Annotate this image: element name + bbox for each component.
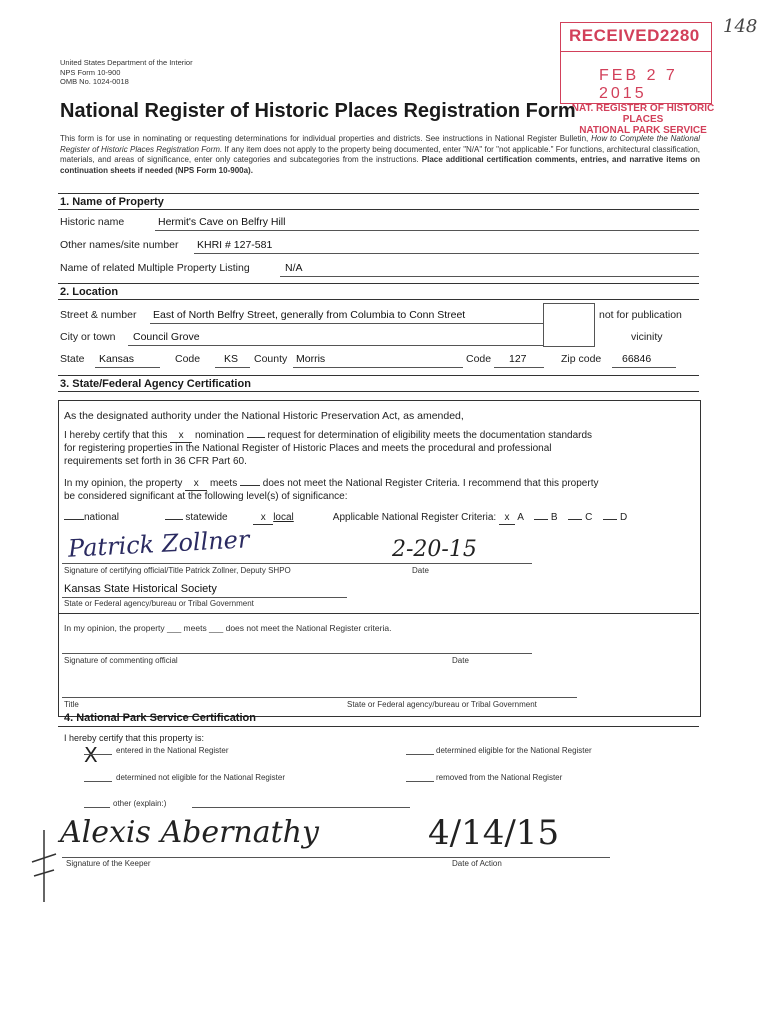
entered-label: entered in the National Register <box>116 746 229 755</box>
received-stamp-text: RECEIVED2280 <box>569 26 700 45</box>
removed-label: removed from the National Register <box>436 773 563 782</box>
certify-text-3: request for determination of eligibility meets the documentation standards <box>267 430 593 441</box>
not-eligible-label: determined not eligible for the National Register <box>116 773 285 782</box>
register-stamp-line-1: NAT. REGISTER OF HISTORIC PLACES <box>571 103 715 125</box>
section-3-top-rule <box>58 375 699 376</box>
nomination-mark[interactable]: x <box>170 430 192 443</box>
section-2-top-rule <box>58 283 699 284</box>
mpl-label: Name of related Multiple Property Listing <box>60 262 250 274</box>
opinion-text-2: meets <box>209 478 238 489</box>
meets-mark[interactable]: x <box>185 478 207 491</box>
section-3-heading: 3. State/Federal Agency Certification <box>60 378 251 390</box>
other-explain-line[interactable] <box>192 807 410 808</box>
other-names-label: Other names/site number <box>60 239 179 251</box>
opinion-line-2: be considered significant at the following level(s) of significance: <box>64 491 348 502</box>
city-line <box>128 345 543 346</box>
certify-text-2: nomination <box>194 430 244 441</box>
keeper-signature: Alexis Abernathy <box>60 815 319 850</box>
county-code-label: Code <box>466 353 492 365</box>
title-line <box>62 697 577 698</box>
handwritten-page-number: 148 <box>723 16 758 37</box>
state-line <box>95 367 160 368</box>
eligible-label: determined eligible for the National Register <box>436 746 592 755</box>
certifying-sig-caption: Signature of certifying official/Title Patrick Zollner, Deputy SHPO <box>64 566 291 575</box>
removed-blank[interactable] <box>406 781 434 782</box>
criteria-d-label: D <box>619 512 628 523</box>
criteria-label: Applicable National Register Criteria: <box>332 512 497 523</box>
street-value[interactable]: East of North Belfry Street, generally from Columbia to Conn Street <box>153 309 466 321</box>
received-stamp <box>560 22 712 104</box>
entered-mark[interactable]: X <box>84 743 98 767</box>
section-4-heading: 4. National Park Service Certification <box>64 712 256 724</box>
section-1-bottom-rule <box>58 209 699 210</box>
opinion-text-1: In my opinion, the property <box>64 478 183 489</box>
state-code-label: Code <box>175 353 201 365</box>
section-3-bottom-rule <box>58 391 699 392</box>
certify-line-1 <box>64 430 592 443</box>
certifying-sig-date: 2-20-15 <box>392 537 477 562</box>
criteria-b-mark[interactable] <box>534 519 548 520</box>
request-mark[interactable] <box>247 437 265 438</box>
state-label: State <box>60 353 85 365</box>
section-2-bottom-rule <box>58 299 699 300</box>
certifying-sig-line <box>62 563 532 564</box>
criteria-a-label: A <box>517 512 524 523</box>
criteria-d-mark[interactable] <box>603 519 617 520</box>
intro-paragraph <box>60 134 700 176</box>
street-line <box>150 323 543 324</box>
national-label: national <box>84 512 120 523</box>
mpl-line <box>280 276 699 277</box>
intro-text-bold: Place additional certification comments, entries, and narrative items on continuation sheets if needed (NPS Form 10-900a). <box>60 155 700 175</box>
authority-statement: As the designated authority under the National Historic Preservation Act, as amended, <box>64 410 464 422</box>
title-agency-caption: State or Federal agency/bureau or Tribal Government <box>347 700 537 709</box>
comment-date-caption: Date <box>452 656 469 665</box>
keeper-sig-line <box>62 857 610 858</box>
certifying-date-caption: Date <box>412 566 429 575</box>
state-code-value[interactable]: KS <box>224 353 239 365</box>
local-label: local <box>273 512 294 523</box>
national-mark[interactable] <box>64 519 84 520</box>
margin-pen-mark <box>28 826 60 906</box>
street-label: Street & number <box>60 309 137 321</box>
criteria-c-label: C <box>585 512 593 523</box>
date-of-action-caption: Date of Action <box>452 859 502 868</box>
criteria-a-mark[interactable]: x <box>499 512 515 525</box>
state-value[interactable]: Kansas <box>99 353 135 365</box>
stamp-divider <box>561 51 711 52</box>
section-4-rule <box>58 726 699 727</box>
nps-intro: I hereby certify that this property is: <box>64 733 205 743</box>
section-2-heading: 2. Location <box>60 286 119 298</box>
other-blank[interactable] <box>84 807 110 808</box>
eligible-blank[interactable] <box>406 754 434 755</box>
intro-text-1: This form is for use in nominating or requesting determinations for individual properties and districts. See instructions in National Register Bulletin, <box>60 134 592 143</box>
entered-blank <box>84 754 112 755</box>
opinion-line-1 <box>64 478 598 491</box>
comment-sig-line <box>62 653 532 654</box>
form-title: National Register of Historic Places Registration Form <box>60 100 576 122</box>
certifying-agency-caption: State or Federal agency/bureau or Tribal Government <box>64 599 254 608</box>
city-value[interactable]: Council Grove <box>133 331 200 343</box>
agency-line-3: OMB No. 1024-0018 <box>60 77 129 86</box>
statewide-label: statewide <box>185 512 228 523</box>
agency-block <box>60 58 193 87</box>
zip-label: Zip code <box>561 353 602 365</box>
agency-line-2: NPS Form 10-900 <box>60 67 121 77</box>
intro-text-2: If any item does not apply to the property being documented, enter "N/A" for "not applicable." For functions, architectural classification, materials, and areas of significance, enter only categories and subcategories from the instructions. <box>60 144 701 164</box>
publication-checkbox-area[interactable] <box>543 303 595 347</box>
certify-text-1: I hereby certify that this <box>64 430 168 441</box>
county-code-line <box>494 367 544 368</box>
zip-value[interactable]: 66846 <box>622 353 652 365</box>
mpl-value[interactable]: N/A <box>285 262 303 274</box>
county-code-value[interactable]: 127 <box>509 353 527 365</box>
received-date: FEB 2 7 2015 <box>599 67 678 102</box>
other-names-line <box>194 253 699 254</box>
historic-name-line <box>155 230 699 231</box>
agency-line-1: United States Department of the Interior <box>60 58 193 67</box>
certify-line-2: for registering properties in the National Register of Historic Places and meets the procedural and professional <box>64 443 552 454</box>
statewide-mark[interactable] <box>165 519 183 520</box>
comment-top-rule <box>58 613 699 614</box>
county-value[interactable]: Morris <box>296 353 326 365</box>
not-for-publication-label: not for publication <box>599 309 682 321</box>
certifying-signature: Patrick Zollner <box>67 525 251 563</box>
section-1-heading: 1. Name of Property <box>60 196 164 208</box>
comment-sig-caption: Signature of commenting official <box>64 656 178 665</box>
historic-name-label: Historic name <box>60 216 125 228</box>
certifying-agency-line <box>62 597 347 598</box>
register-stamp-line-2: NATIONAL PARK SERVICE <box>579 125 707 136</box>
opinion-text-3: does not meet the National Register Criteria. I recommend that this property <box>262 478 599 489</box>
city-label: City or town <box>60 331 116 343</box>
local-mark[interactable]: x <box>253 512 273 525</box>
criteria-c-mark[interactable] <box>568 519 582 520</box>
other-label: other (explain:) <box>113 799 167 808</box>
title-caption: Title <box>64 700 79 709</box>
register-stamp <box>563 103 723 136</box>
keeper-caption: Signature of the Keeper <box>66 859 151 868</box>
not-eligible-blank[interactable] <box>84 781 112 782</box>
section-1-top-rule <box>58 193 699 194</box>
does-not-meet-mark[interactable] <box>240 485 260 486</box>
other-names-value[interactable]: KHRI # 127-581 <box>197 239 273 251</box>
vicinity-label: vicinity <box>631 331 663 343</box>
state-code-line <box>215 367 250 368</box>
zip-line <box>612 367 676 368</box>
county-label: County <box>254 353 288 365</box>
certify-line-3: requirements set forth in 36 CFR Part 60. <box>64 456 247 467</box>
intro-text-italic: How to Complete the National Register of Historic Places Registration Form. <box>60 134 700 154</box>
county-line <box>293 367 463 368</box>
keeper-date: 4/14/15 <box>428 813 560 853</box>
historic-name-value[interactable]: Hermit's Cave on Belfry Hill <box>158 216 286 228</box>
criteria-b-label: B <box>550 512 558 523</box>
certifying-agency[interactable]: Kansas State Historical Society <box>64 583 217 595</box>
comment-opinion: In my opinion, the property ___ meets ___ does not meet the National Register criteria. <box>64 623 392 633</box>
significance-levels <box>64 512 627 525</box>
